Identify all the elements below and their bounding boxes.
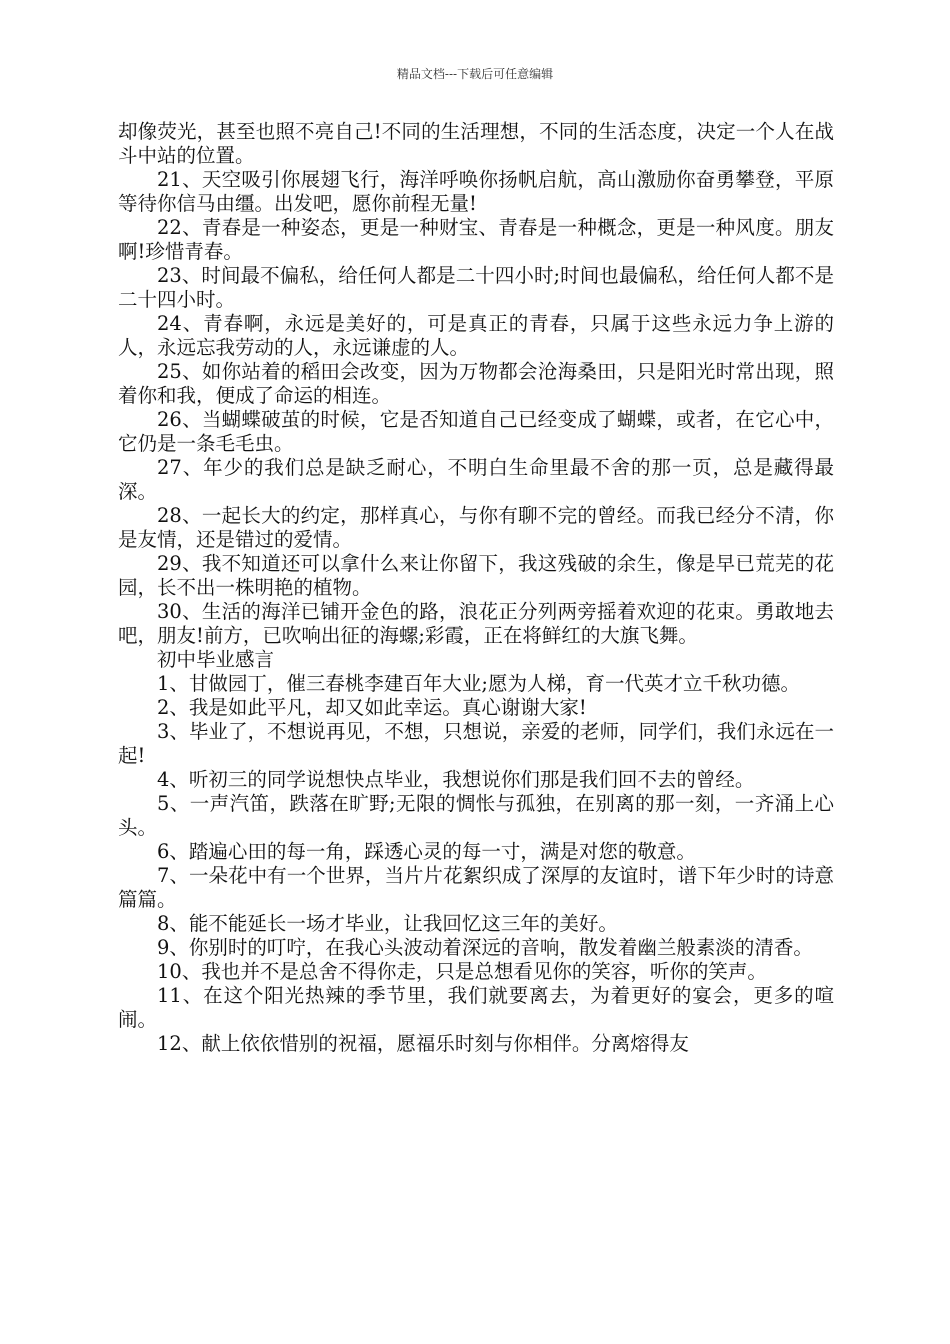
- document-body: [118, 120, 834, 1056]
- graduation-quote-7: 7、一朵花中有一个世界，当片片花絮织成了深厚的友谊时，谱下年少时的诗意篇篇。: [118, 864, 834, 911]
- quote-28: 28、一起长大的约定，那样真心，与你有聊不完的曾经。而我已经分不清，你是友情，还是错过的爱情。: [118, 504, 834, 551]
- quote-25: 25、如你站着的稻田会改变，因为万物都会沧海桑田，只是阳光时常出现，照着你和我，便成了命运的相连。: [118, 360, 834, 407]
- quote-30: 30、生活的海洋已铺开金色的路，浪花正分列两旁摇着欢迎的花束。勇敢地去吧，朋友!前方，已吹响出征的海螺;彩霞，正在将鲜红的大旗飞舞。: [118, 600, 834, 647]
- graduation-quote-6: 6、踏遍心田的每一角，踩透心灵的每一寸，满是对您的敬意。: [157, 840, 696, 863]
- graduation-quote-9: 9、你别时的叮咛，在我心头波动着深远的音响，散发着幽兰般素淡的清香。: [157, 936, 813, 959]
- graduation-quote-12: 12、献上依依惜别的祝福，愿福乐时刻与你相伴。分离熔得友: [157, 1032, 689, 1055]
- graduation-quote-10: 10、我也并不是总舍不得你走，只是总想看见你的笑容，听你的笑声。: [157, 960, 767, 983]
- graduation-quote-11: 11、在这个阳光热辣的季节里，我们就要离去，为着更好的宴会，更多的喧闹。: [118, 984, 834, 1031]
- quote-26: 26、当蝴蝶破茧的时候，它是否知道自己已经变成了蝴蝶，或者，在它心中，它仍是一条毛毛虫。: [118, 408, 834, 455]
- graduation-quote-3: 3、毕业了，不想说再见，不想，只想说，亲爱的老师，同学们，我们永远在一起!: [118, 720, 834, 767]
- paragraph-continued: 却像荧光，甚至也照不亮自己!不同的生活理想，不同的生活态度，决定一个人在战斗中站的位置。: [118, 120, 834, 167]
- graduation-quote-4: 4、听初三的同学说想快点毕业，我想说你们那是我们回不去的曾经。: [157, 768, 755, 791]
- graduation-quote-8: 8、能不能延长一场才毕业，让我回忆这三年的美好。: [157, 912, 618, 935]
- graduation-quote-1: 1、甘做园丁，催三春桃李建百年大业;愿为人梯，育一代英才立千秋功德。: [157, 672, 800, 695]
- graduation-quote-2: 2、我是如此平凡，却又如此幸运。真心谢谢大家!: [157, 696, 587, 719]
- section-heading: 初中毕业感言: [157, 648, 275, 671]
- quote-23: 23、时间最不偏私，给任何人都是二十四小时;时间也最偏私，给任何人都不是二十四小时。: [118, 264, 834, 311]
- quote-22: 22、青春是一种姿态，更是一种财宝、青春是一种概念，更是一种风度。朋友啊!珍惜青春。: [118, 216, 834, 263]
- quote-21: 21、天空吸引你展翅飞行，海洋呼唤你扬帆启航，高山激励你奋勇攀登，平原等待你信马由缰。出发吧，愿你前程无量!: [118, 168, 834, 215]
- quote-27: 27、年少的我们总是缺乏耐心，不明白生命里最不舍的那一页，总是藏得最深。: [118, 456, 834, 503]
- graduation-quote-5: 5、一声汽笛，跌落在旷野;无限的惆怅与孤独，在别离的那一刻，一齐涌上心头。: [118, 792, 834, 839]
- quote-29: 29、我不知道还可以拿什么来让你留下，我这残破的余生，像是早已荒芜的花园，长不出一株明艳的植物。: [118, 552, 834, 599]
- quote-24: 24、青春啊，永远是美好的，可是真正的青春，只属于这些永远力争上游的人，永远忘我劳动的人，永远谦虚的人。: [118, 312, 834, 359]
- page-header: 精品文档---下载后可任意编辑: [396, 67, 554, 81]
